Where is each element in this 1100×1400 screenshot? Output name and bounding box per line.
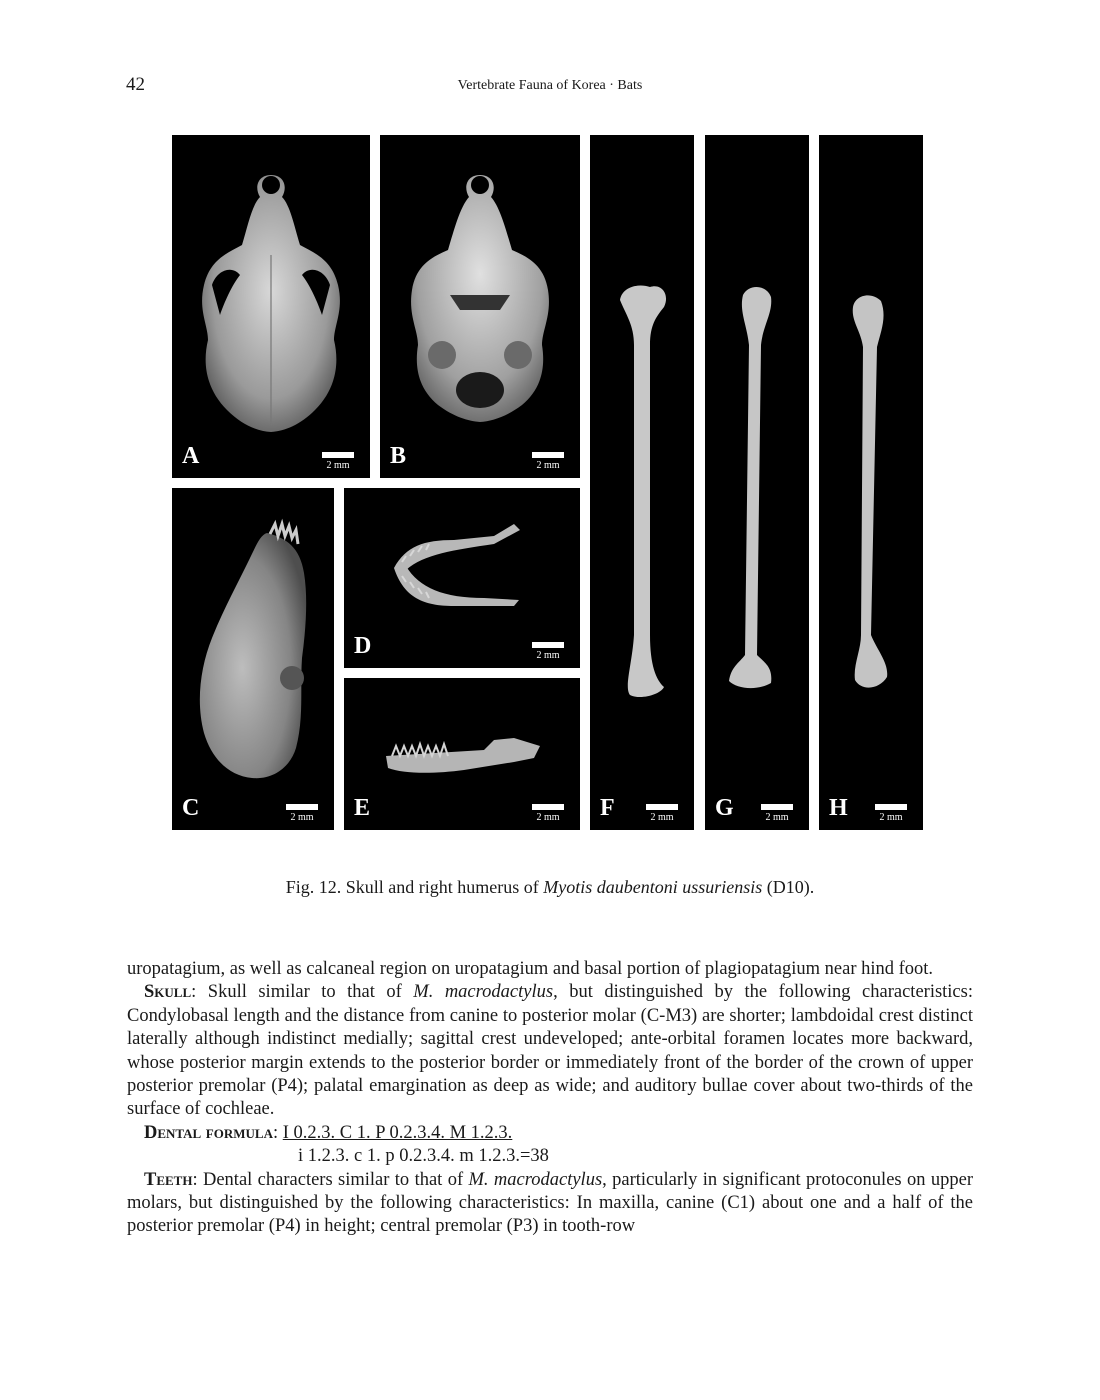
running-head: Vertebrate Fauna of Korea · Bats xyxy=(457,78,643,93)
panel-label-g: G xyxy=(715,795,734,821)
panel-label-f: F xyxy=(600,795,615,821)
caption-suffix: (D10). xyxy=(762,877,815,897)
caption-prefix: Fig. 12. Skull and right humerus of xyxy=(285,877,544,897)
page-number: 42 xyxy=(126,74,145,95)
paragraph-skull xyxy=(127,981,973,1121)
figure-panel-a xyxy=(172,135,370,478)
scale-bar-g xyxy=(755,804,799,823)
dental-colon: : xyxy=(272,1122,283,1143)
paragraph-uropatagium: uropatagium, as well as calcaneal region on uropatagium and basal portion of plagiopatagium near hind foot. xyxy=(127,959,934,979)
skull-text-a: : Skull similar to that of xyxy=(191,982,414,1003)
panel-label-h: H xyxy=(829,795,848,821)
dental-formula-lower: i 1.2.3. c 1. p 0.2.3.4. m 1.2.3.=38 xyxy=(298,1146,549,1167)
skull-lateral-image xyxy=(172,488,334,830)
dental-formula-upper-row xyxy=(127,1122,973,1145)
body-text xyxy=(127,958,973,1239)
panel-label-b: B xyxy=(390,443,407,469)
teeth-text-a: : Dental characters similar to that of xyxy=(192,1169,469,1190)
scale-bar-f xyxy=(640,804,684,823)
panel-label-e: E xyxy=(354,795,371,821)
teeth-text-b: , particularly in significant protoconules on upper molars, but distinguished by the following characteristics: In maxilla, canine (C1) about one and a half of the posterior premolar (P4) in height; central premolar (P3) in tooth-row xyxy=(127,1169,973,1237)
humerus-view-f-image xyxy=(590,135,694,830)
scale-label-h: 2 mm xyxy=(879,812,903,823)
dental-heading: Dental formula xyxy=(144,1122,273,1143)
scale-bar-h xyxy=(869,804,913,823)
figure-panel-e xyxy=(344,678,580,830)
figure-panel-h xyxy=(819,135,923,830)
scale-bar-a xyxy=(316,452,360,471)
paragraph-teeth xyxy=(127,1169,973,1239)
caption-species: Myotis daubentoni ussuriensis xyxy=(543,877,763,897)
figure-panel-b xyxy=(380,135,580,478)
panel-label-d: D xyxy=(354,633,372,659)
skull-ventral-image xyxy=(380,135,580,478)
scale-bar-d xyxy=(526,642,570,661)
teeth-species: M. macrodactylus xyxy=(468,1169,603,1190)
skull-species: M. macrodactylus xyxy=(413,982,554,1003)
scale-label-d: 2 mm xyxy=(536,650,560,661)
humerus-view-g-image xyxy=(705,135,809,830)
figure-caption xyxy=(0,877,1100,898)
humerus-view-h-image xyxy=(819,135,923,830)
figure-panel-f xyxy=(590,135,694,830)
figure-panel-g xyxy=(705,135,809,830)
scale-label-a: 2 mm xyxy=(326,460,350,471)
figure-panel-c xyxy=(172,488,334,830)
scale-bar-e xyxy=(526,804,570,823)
scale-label-f: 2 mm xyxy=(650,812,674,823)
skull-text-b: , but distinguished by the following characteristics: Condylobasal length and the distance from canine to posterior molar (C-M3) are shorter; lambdoidal crest distinct laterally although indistinct medially; sagittal crest undeveloped; ante-orbital foramen locates more backward, whose posterior margin extends to the posterior border or immediately front of the border of the crown of upper posterior premolar (P4); palatal emargination as deep as wide; and auditory bullae cover about two-thirds of the surface of cochleae. xyxy=(127,982,973,1120)
scale-label-c: 2 mm xyxy=(290,812,314,823)
skull-heading: Skull xyxy=(144,982,192,1003)
scale-label-e: 2 mm xyxy=(536,812,560,823)
figure-panel-d xyxy=(344,488,580,668)
mandible-dorsal-image xyxy=(344,488,580,668)
scale-bar-b xyxy=(526,452,570,471)
skull-dorsal-image xyxy=(172,135,370,478)
panel-label-c: C xyxy=(182,795,200,821)
scale-label-g: 2 mm xyxy=(765,812,789,823)
dental-formula-upper: I 0.2.3. C 1. P 0.2.3.4. M 1.2.3. xyxy=(282,1122,513,1143)
teeth-heading: Teeth xyxy=(144,1169,193,1190)
scale-label-b: 2 mm xyxy=(536,460,560,471)
scale-bar-c xyxy=(280,804,324,823)
panel-label-a: A xyxy=(182,443,200,469)
